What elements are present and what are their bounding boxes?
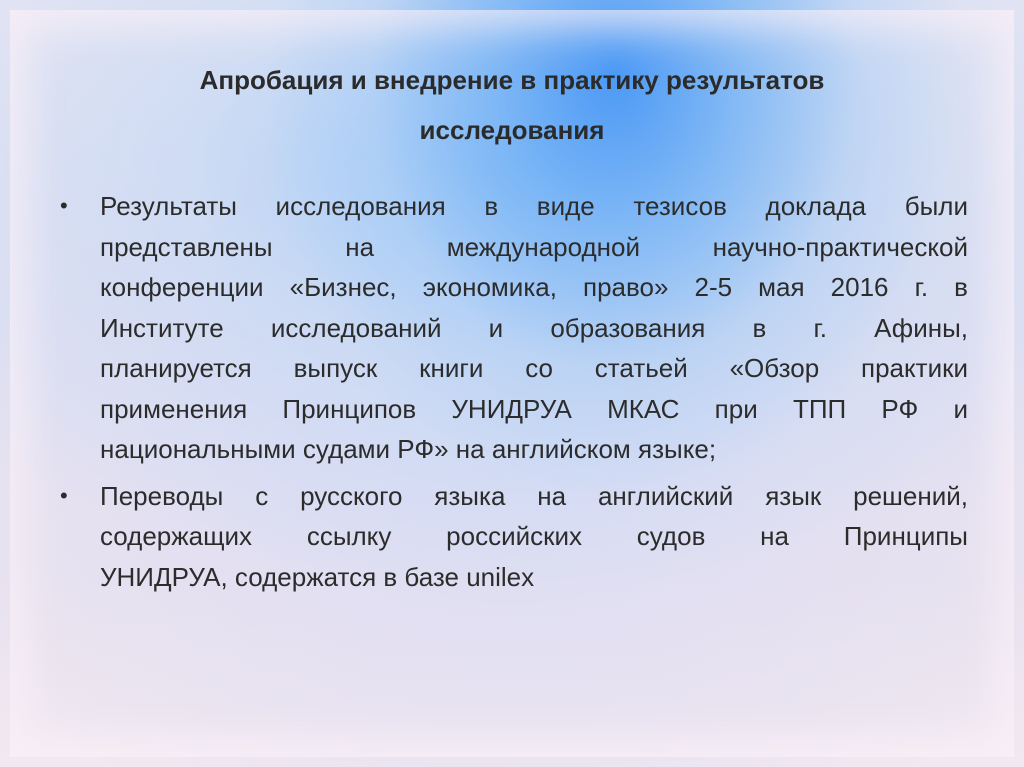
slide-title [90, 55, 934, 155]
bullet-marker: • [60, 482, 68, 508]
bullet-2-line-1: Переводы с русского языка на английский язык решений, [100, 480, 968, 511]
bullet-item-2 [58, 476, 968, 598]
bullet-item-1 [58, 186, 968, 470]
bullet-1-line-6: применения Принципов УНИДРУА МКАС при ТПП РФ и [100, 393, 968, 424]
bullet-1-line-4: Институте исследований и образования в г. Афины, [100, 312, 968, 343]
bullet-1-line-7: национальными судами РФ» на английском языке; [100, 434, 717, 464]
bullet-1-line-5: планируется выпуск книги со статьей «Обзор практики [100, 353, 968, 383]
bullet-1-line-3: конференции «Бизнес, экономика, право» 2-5 мая 2016 г. в [100, 272, 968, 302]
bullet-2-line-2: содержащих ссылку российских судов на Принципы [100, 521, 968, 551]
slide-title-line-1: Апробация и внедрение в практику результатов [199, 65, 825, 95]
bullet-2-line-3: УНИДРУА, содержатся в базе unilex [100, 561, 535, 592]
slide-title-line-2: исследования [419, 115, 605, 145]
bullet-1-line-1: Результаты исследования в виде тезисов доклада были [100, 191, 968, 221]
bullet-marker: • [60, 193, 68, 218]
bullet-1-line-2: представлены на международной научно-практической [100, 231, 968, 262]
bullet-list [58, 186, 968, 603]
